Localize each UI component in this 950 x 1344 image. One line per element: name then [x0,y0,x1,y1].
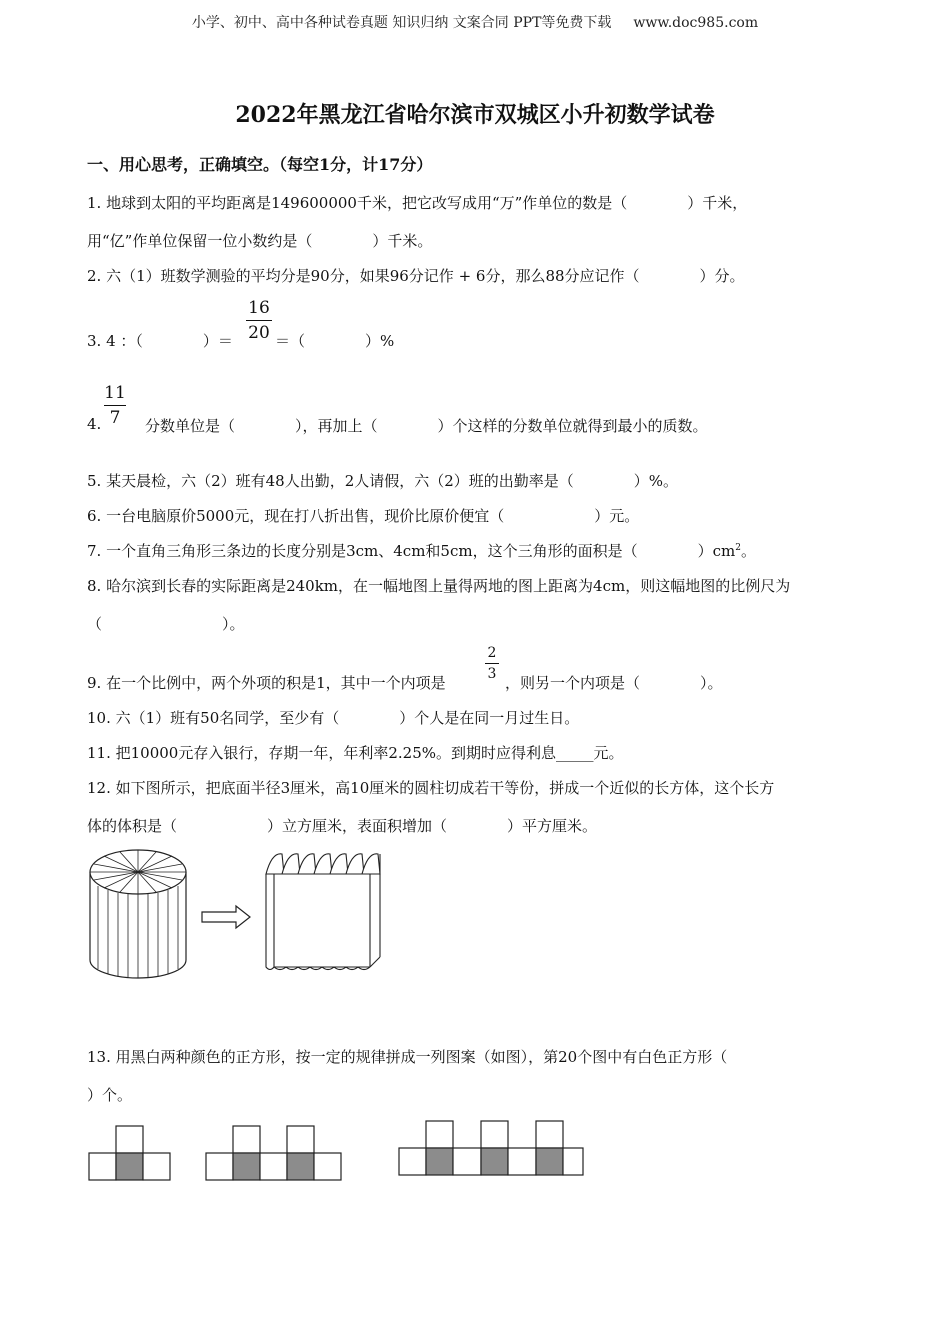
question-6: 6. 一台电脑原价5000元，现在打八折出售，现价比原价便宜（ ）元。 [87,507,640,525]
fraction-bar [246,320,272,321]
header-url[interactable]: www.doc985.com [633,15,759,31]
question-7-end: 。 [740,542,756,560]
question-9-prefix: 9. 在一个比例中，两个外项的积是1，其中一个内项是 [87,674,446,692]
question-8-line-1: 8. 哈尔滨到长春的实际距离是240km，在一幅地图上量得两地的图上距离为4cm，则这幅地图的比例尺为 [87,577,791,595]
question-4-suffix: 分数单位是（ ），再加上（ ）个这样的分数单位就得到最小的质数。 [145,417,708,435]
question-12-line-2: 体的体积是（ ）立方厘米，表面积增加（ ）平方厘米。 [87,817,598,835]
square-pattern-figure [86,1118,586,1188]
question-8-line-2: （ ）。 [87,615,245,633]
question-10: 10. 六（1）班有50名同学，至少有（ ）个人是在同一月过生日。 [87,709,580,727]
question-9-suffix: ，则另一个内项是（ ）。 [505,674,723,692]
sliced-cylinder [90,850,186,978]
question-3-suffix: ＝（ ）% [275,332,395,350]
fraction-denominator: 20 [248,323,270,343]
exam-title: 2022年黑龙江省哈尔滨市双城区小升初数学试卷 [235,102,715,128]
question-1-line-1: 1. 地球到太阳的平均距离是149600000千米，把它改写成用“万”作单位的数是（ ）千米， [87,194,748,212]
question-2: 2. 六（1）班数学测验的平均分是90分，如果96分记作 + 6分，那么88分应记作（ ）分。 [87,267,745,285]
question-1-line-2: 用“亿”作单位保留一位小数约是（ ）千米。 [87,232,433,250]
question-7-text: 7. 一个直角三角形三条边的长度分别是3cm、4cm和5cm，这个三角形的面积是（ ）cm [87,542,736,560]
page-header [0,12,950,32]
question-5: 5. 某天晨检，六（2）班有48人出勤，2人请假，六（2）班的出勤率是（ ）%。 [87,472,679,490]
question-13-line-2: ）个。 [87,1086,133,1104]
question-9-fraction [485,645,499,682]
question-7 [87,540,756,561]
pattern-1 [89,1126,170,1180]
question-3-prefix: 3. 4 ：（ ）＝ [87,332,233,350]
question-4-prefix: 4. [87,415,102,433]
fraction-bar [485,663,499,664]
cylinder-to-cuboid-figure [86,842,386,982]
question-3-fraction [246,298,272,343]
section-heading: 一、用心思考，正确填空。（每空1分，计17分） [87,155,433,174]
question-11: 11. 把10000元存入银行，存期一年，年利率2.25%。到期时应得利息_____元。 [87,744,624,762]
fraction-denominator: 3 [487,666,497,682]
question-4-fraction [104,383,126,428]
fraction-numerator: 11 [104,383,126,403]
pattern-2 [206,1126,341,1180]
right-arrow-icon [202,906,250,928]
fraction-bar [104,405,126,406]
superscript: 2 [735,543,741,553]
header-text: 小学、初中、高中各种试卷真题 知识归纳 文案合同 PPT等免费下载 [191,15,612,31]
question-12-line-1: 12. 如下图所示，把底面半径3厘米，高10厘米的圆柱切成若干等份，拼成一个近似的长方体，这个长方 [87,779,775,797]
question-13-line-1: 13. 用黑白两种颜色的正方形，按一定的规律拼成一列图案（如图），第20个图中有白色正方形（ [87,1048,728,1066]
fraction-numerator: 16 [248,298,270,318]
approximate-cuboid [266,854,380,970]
fraction-denominator: 7 [109,408,121,428]
fraction-numerator: 2 [487,645,497,661]
pattern-3 [399,1121,583,1175]
